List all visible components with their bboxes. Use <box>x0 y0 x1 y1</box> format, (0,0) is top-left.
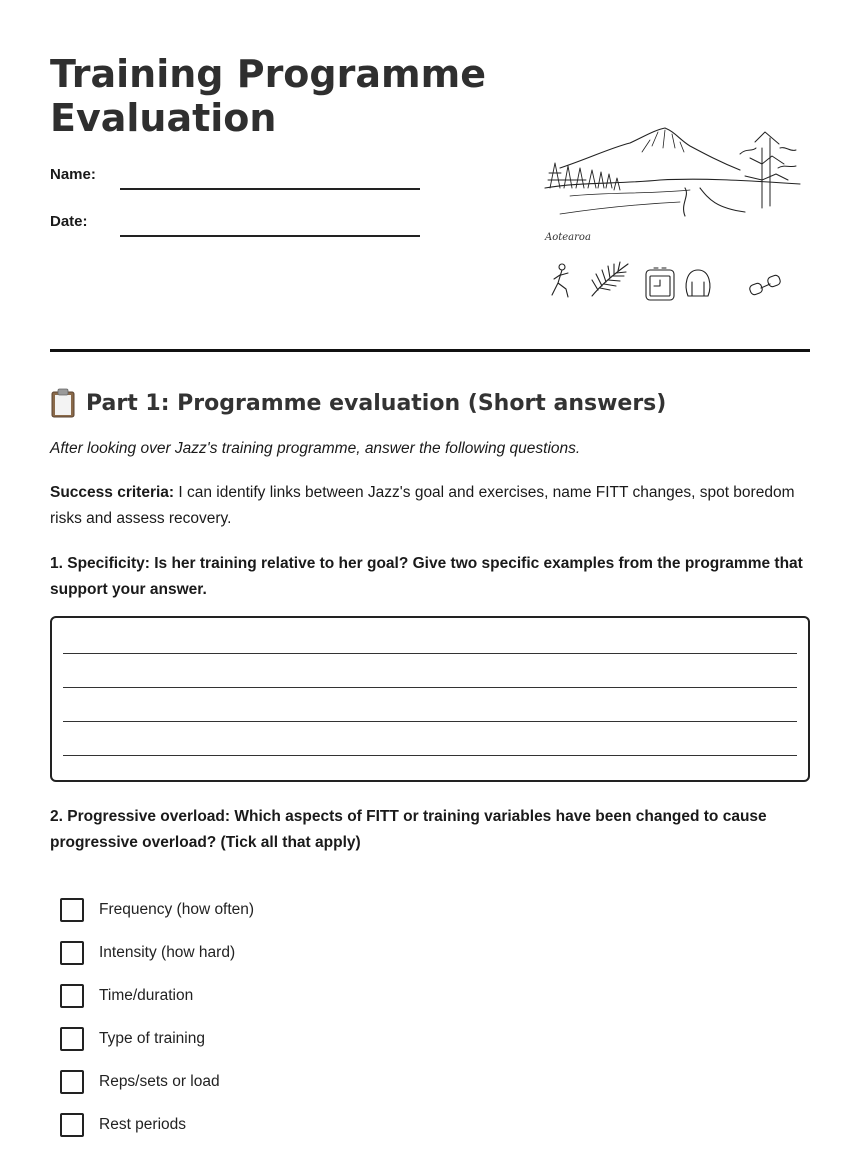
date-field[interactable] <box>50 207 420 237</box>
option-label: Type of training <box>99 1030 205 1047</box>
date-input-line[interactable] <box>120 207 420 237</box>
option-type[interactable] <box>60 1026 205 1052</box>
checkbox-icon[interactable] <box>60 1027 84 1051</box>
art-caption: Aotearoa <box>545 232 591 243</box>
kettlebell-icon <box>686 270 710 296</box>
title-line-1: Training Programme <box>50 52 486 96</box>
answer-line <box>63 653 797 654</box>
clipboard-icon <box>50 388 76 418</box>
title-line-2: Evaluation <box>50 96 277 140</box>
part1-heading-text: Part 1: Programme evaluation (Short answers) <box>86 390 667 416</box>
option-label: Frequency (how often) <box>99 901 255 918</box>
answer-line <box>63 687 797 688</box>
checkbox-icon[interactable] <box>60 984 84 1008</box>
section-divider <box>50 349 810 352</box>
option-label: Intensity (how hard) <box>99 944 236 961</box>
checkbox-icon[interactable] <box>60 1070 84 1094</box>
option-frequency[interactable] <box>60 897 254 923</box>
answer-line <box>63 721 797 722</box>
worksheet-page <box>50 0 810 1161</box>
stopwatch-icon <box>646 268 674 300</box>
fern-icon <box>592 262 628 296</box>
checkbox-icon[interactable] <box>60 898 84 922</box>
criteria-text: I can identify links between Jazz's goal and exercises, name FITT changes, spot boredom risks and assess recovery. <box>50 484 795 527</box>
checkbox-icon[interactable] <box>60 941 84 965</box>
option-time[interactable] <box>60 983 193 1009</box>
option-reps-sets-load[interactable] <box>60 1069 220 1095</box>
option-rest-periods[interactable] <box>60 1112 186 1138</box>
option-intensity[interactable] <box>60 940 235 966</box>
option-label: Time/duration <box>99 987 194 1004</box>
success-criteria <box>50 480 810 532</box>
question-2: 2. Progressive overload: Which aspects of FITT or training variables have been changed to cause progressive overload? (Tick all that apply) <box>50 808 767 851</box>
runner-icon <box>552 264 568 297</box>
checkbox-icon[interactable] <box>60 1113 84 1137</box>
intro-text: After looking over Jazz's training programme, answer the following questions. <box>50 440 581 457</box>
name-label: Name: <box>50 166 96 183</box>
option-label: Reps/sets or load <box>99 1073 220 1090</box>
name-field[interactable] <box>50 160 420 190</box>
name-input-line[interactable] <box>120 160 420 190</box>
landscape-illustration <box>540 118 810 318</box>
question-1-answer-box[interactable] <box>50 616 810 782</box>
answer-line <box>63 755 797 756</box>
dumbbell-icon <box>749 274 782 296</box>
question-1: 1. Specificity: Is her training relative to her goal? Give two specific examples from the programme that support your answer. <box>50 555 803 598</box>
criteria-label: Success criteria: <box>50 484 175 501</box>
part1-heading <box>50 388 666 418</box>
date-label: Date: <box>50 213 88 230</box>
option-label: Rest periods <box>99 1116 187 1133</box>
page-title <box>50 52 510 140</box>
